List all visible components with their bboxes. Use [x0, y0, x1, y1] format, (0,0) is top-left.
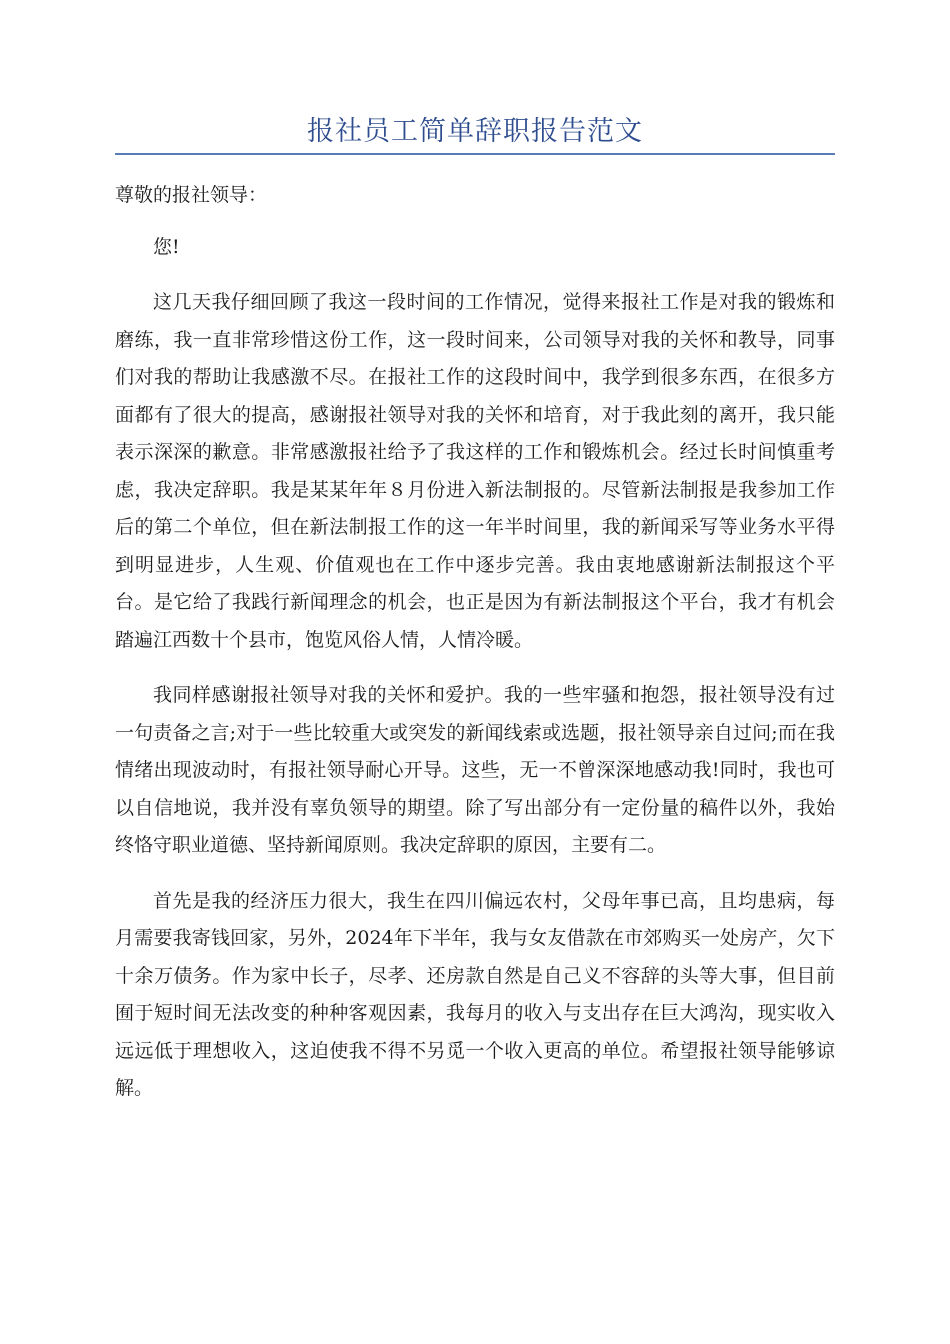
paragraph-3: 首先是我的经济压力很大，我生在四川偏远农村，父母年事已高，且均患病，每月需要我寄钱回家，另外，2024年下半年，我与女友借款在市郊购买一处房产，欠下十余万债务。作为家中长子，尽孝、还房款自然是自己义不容辞的头等大事，但目前囿于短时间无法改变的种种客观因素，我每月的收入与支出存在巨大鸿沟，现实收入远远低于理想收入，这迫使我不得不另觅一个收入更高的单位。希望报社领导能够谅解。	[115, 889, 835, 1099]
title-underline	[115, 153, 835, 155]
document-body	[115, 176, 835, 1108]
paragraph-2: 我同样感谢报社领导对我的关怀和爱护。我的一些牢骚和抱怨，报社领导没有过一句责备之言;对于一些比较重大或突发的新闻线索或选题，报社领导亲自过问;而在我情绪出现波动时，有报社领导耐心开导。这些，无一不曾深深地感动我!同时，我也可以自信地说，我并没有辜负领导的期望。除了写出部分有一定份量的稿件以外，我始终恪守职业道德、坚持新闻原则。我决定辞职的原因，主要有二。	[115, 684, 835, 856]
greeting: 您!	[153, 236, 180, 258]
salutation: 尊敬的报社领导：	[115, 184, 268, 206]
paragraph-1: 这几天我仔细回顾了我这一段时间的工作情况，觉得来报社工作是对我的锻炼和磨练，我一直非常珍惜这份工作，这一段时间来，公司领导对我的关怀和教导，同事们对我的帮助让我感激不尽。在报社工作的这段时间中，我学到很多东西，在很多方面都有了很大的提高，感谢报社领导对我的关怀和培育，对于我此刻的离开，我只能表示深深的歉意。非常感激报社给予了我这样的工作和锻炼机会。经过长时间慎重考虑，我决定辞职。我是某某年年８月份进入新法制报的。尽管新法制报是我参加工作后的第二个单位，但在新法制报工作的这一年半时间里，我的新闻采写等业务水平得到明显进步，人生观、价值观也在工作中逐步完善。我由衷地感谢新法制报这个平台。是它给了我践行新闻理念的机会，也正是因为有新法制报这个平台，我才有机会踏遍江西数十个县市，饱览风俗人情，人情冷暖。	[115, 291, 835, 651]
document-title: 报社员工简单辞职报告范文	[307, 116, 643, 147]
